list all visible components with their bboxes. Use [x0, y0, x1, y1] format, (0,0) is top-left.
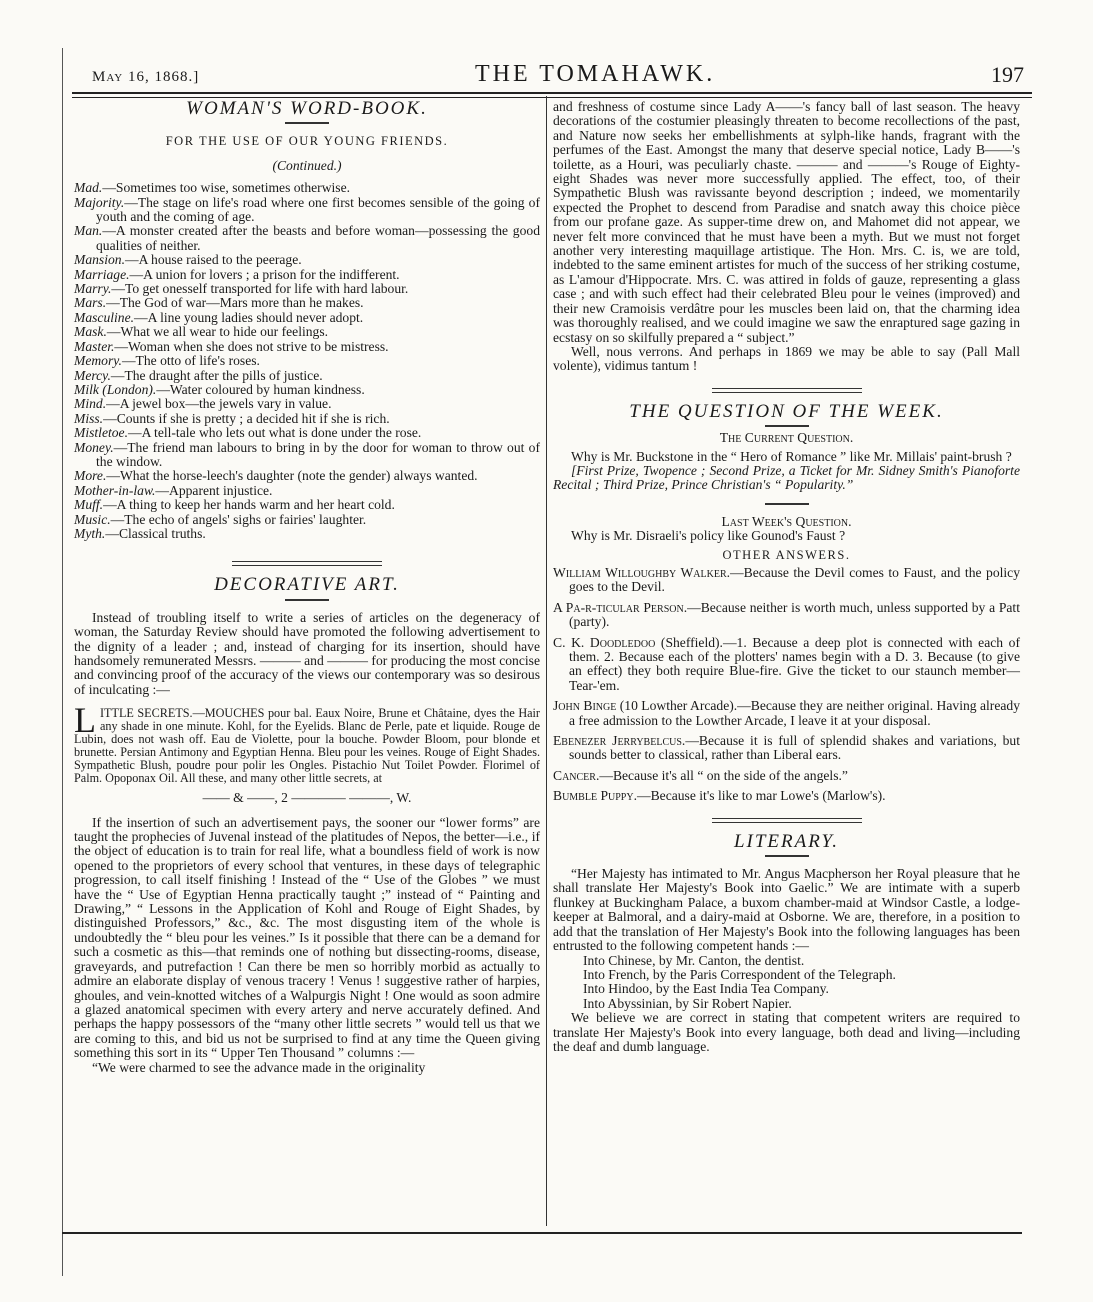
literary-heading: LITERARY. [733, 830, 840, 852]
last-question-text: Why is Mr. Disraeli's policy like Gounod's Faust ? [571, 528, 846, 544]
translation-item: Into French, by the Paris Correspondent of the Telegraph. [583, 966, 896, 982]
continued-note: (Continued.) [272, 157, 342, 173]
other-answers-label: OTHER ANSWERS. [722, 547, 851, 562]
question-heading: THE QUESTION OF THE WEEK. [629, 400, 944, 422]
masthead [72, 58, 1032, 94]
continuation-closing: Well, nous verrons. And perhaps in 1869 we may be able to say (Pall Mall volente), vidimus tantum ! [553, 343, 1020, 374]
right-column [553, 100, 1020, 1054]
wordbook-entry: Mars.—The God of war—Mars more than he makes. [74, 295, 364, 311]
advert-text: ITTLE SECRETS.—MOUCHES pour bal. Eaux Noire, Brune et Châtaine, dyes the Hair any shade in one minute. Kohl, for the Eyelids. Blanc de Perle, pate et liquide. Rouge de Lubin, does not wash off. Eau de Violette, pour la bouche. Powder Bloom, pour blonde et brunette. Persian Antimony and Egyptian Henna. Bleu pour les veines. Rouge of Eight Shades. Sympathetic Blush, poudre pour polir les Ongles. Pistachio Nut Toilet Powder. Florimel of Palm. Opoponax Oil. All these, and many other little secrets, at [74, 706, 540, 786]
wordbook-entry: Music.—The echo of angels' sighs or fairies' laughter. [74, 511, 367, 527]
wordbook-entry: Mother-in-law.—Apparent injustice. [74, 482, 273, 498]
wordbook-entry: Man.—A monster created after the beasts and before woman—possessing the good qualities of neither. [74, 223, 540, 253]
wordbook-entry: Memory.—The otto of life's roses. [74, 353, 260, 369]
prize-list: [First Prize, Twopence ; Second Prize, a Ticket for Mr. Sidney Smith's Pianoforte Recital ; Third Prize, Prince Christian's “ Popularity.” [553, 462, 1020, 493]
short-rule [765, 425, 809, 427]
translation-item: Into Abyssinian, by Sir Robert Napier. [583, 995, 792, 1011]
wordbook-entry: Masculine.—A line young ladies should never adopt. [74, 309, 364, 325]
wordbook-entry: Majority.—The stage on life's road where one first becomes sensible of the going of youth and the coming of age. [74, 194, 540, 225]
issue-date: May 16, 1868.] [92, 69, 200, 85]
answer-item: Cancer.—Because it's all “ on the side of the angels.” [553, 767, 848, 783]
wordbook-entry: Muff.—A thing to keep her hands warm and her heart cold. [74, 497, 395, 513]
literary-intro: “Her Majesty has intimated to Mr. Angus Macpherson her Royal pleasure that he shall translate Her Majesty's Book into Gaelic.” We are intimate with a superb flunkey at Buckingham Palace, a buxom chamber-maid at Windsor Castle, a lodge-keeper at Balmoral, and a dairy-maid at Osborne. We are, therefore, in a position to add that the translation of Her Majesty's Book into the following languages has been entrusted to the following competent hands :— [553, 866, 1020, 954]
answer-item: Bumble Puppy.—Because it's like to mar Lowe's (Marlow's). [553, 788, 886, 804]
current-question-label: The Current Question. [719, 430, 854, 446]
advert-signature: —— & ——, 2 ———— ———, W. [202, 790, 412, 806]
answers-list [553, 566, 1020, 804]
wordbook-heading: WOMAN'S WORD-BOOK. [186, 98, 428, 119]
last-question-label: Last Week's Question. [721, 513, 852, 529]
decorative-intro: Instead of troubling itself to write a series of articles on the degeneracy of woman, the Saturday Review should have promoted the following advertisement to the dignity of a leader ; and, instead of charging for its insertion, should have handsomely remunerated Messrs. ——— and ——— for producing the most concise and convincing proof of the accuracy of the views our contemporary was so desirous of inculcating :— [74, 609, 540, 697]
decorative-art-heading: DECORATIVE ART. [214, 574, 400, 596]
wordbook-entry: Money.—The friend man labours to bring in by the door for woman to throw out of the window. [74, 439, 540, 469]
translation-item: Into Chinese, by Mr. Canton, the dentist. [583, 952, 805, 968]
literary-closing: We believe we are correct in stating that competent writers are required to translate Her Majesty's Book into every language, both dead and living—including the deaf and dumb language. [553, 1010, 1020, 1054]
short-rule [285, 122, 329, 124]
decorative-closing: “We were charmed to see the advance made in the originality [92, 1059, 426, 1075]
wordbook-entry: Mansion.—A house raised to the peerage. [74, 252, 302, 268]
bottom-rule [62, 1232, 1022, 1234]
decorative-body: If the insertion of such an advertisement pays, the sooner our “lower forms” are taught the prophecies of Juvenal instead of the platitudes of Nepos, the better—i.e., if the object of education is to train for real life, what a boundless field of work is now opened to the proprietors of every school that ventures, in these days of telegraphic progression, to call itself finishing ! Instead of the “ Use of the Globes ” we must have the “ Use of Egyptian Henna practically taught ;” instead of “ Painting and Drawing,” “ Lessons in the Application of Kohl and Rouge of Eight Shades, by distinguished Professors,” &c., &c. The most disgusting item of the whole is undoubtedly the “ bleu pour les veines.” Is it possible that there can be a demand for such a cosmetic as this—that reminds one of nothing but dissecting-rooms, disease, graveyards, and putrefaction ! Can there be men so horribly morbid as actually to admire an elaborate display of venous tracery ! Venus ! suggestive rather of harpies, ghoules, and vein-knotted witches of a Walpurgis Night ! One would as soon admire a glazed anatomical specimen with every artery and nerve accurately defined. And perhaps the happy possessors of the “many other little secrets ” would tell us that we are coming to this, and bid us not be surprised to find at any time the Queen giving something this sort in its “ Upper Ten Thousand ” columns :— [74, 814, 540, 1061]
section-rule [232, 561, 382, 566]
wordbook-entry: Mercy.—The draught after the pills of justice. [74, 367, 323, 383]
wordbook-entry: Mistletoe.—A tell-tale who lets out what is done under the rose. [74, 425, 422, 441]
wordbook-entry: Mad.—Sometimes too wise, sometimes otherwise. [74, 180, 351, 196]
section-rule [712, 388, 862, 393]
wordbook-subtitle: FOR THE USE OF OUR YOUNG FRIENDS. [165, 134, 449, 149]
continuation-paragraph: and freshness of costume since Lady A——'s fancy ball of last season. The heavy decorations of the costumier pleasingly threaten to become recollections of the past, and Nature now seeks her embellishments at sylph-like hands, fragrant with the perfumes of the East. Amongst the many that deserve special notice, Lady B——'s toilette, as a Houri, was peculiarly chaste. ——— and ———'s Rouge of Eighty-eight Shades was never more successfully applied. The effect, too, of their Sympathetic Blush was ravissante beyond description ; indeed, we momentarily expected the Prophet to descend from Paradise and snatch away this choice pièce from our profane gaze. As supper-time drew on, and Mahomet did not appear, we never felt more convinced that he must have been a myth. But we must not forget another very interesting maquillage artistique. The Hon. Mrs. C. is, we are told, indebted to the same eminent artistes for much of the success of her striking costume, as L'amour d'Hippocrate. Mrs. C. was attired in folds of gauze, representing a glass case ; and with such effect had their celebrated Bleu pour le veines (improved) and their new Cramoisis verdâtre pour les muscles been laid on, that the charming idea was thoroughly realised, and we could imagine we saw the enraptured sage gazing in ecstasy on so skilfully prepared a “ subject.” [553, 99, 1020, 345]
wordbook-entry: Marry.—To get onesself transported for life with hard labour. [74, 281, 409, 297]
translation-list [553, 954, 1020, 1012]
translation-item: Into Hindoo, by the East India Tea Company. [583, 981, 829, 997]
left-column [74, 100, 540, 1075]
advertisement [74, 700, 540, 786]
short-rule [765, 503, 809, 505]
section-rule [712, 818, 862, 823]
current-question-text: Why is Mr. Buckstone in the “ Hero of Romance ” like Mr. Millais' paint-brush ? [571, 448, 1012, 464]
page-number: 197 [991, 62, 1024, 87]
paper-title: THE TOMAHAWK. [475, 61, 716, 87]
wordbook-entry: Mask.—What we all wear to hide our feelings. [74, 324, 329, 340]
wordbook-entry: More.—What the horse-leech's daughter (note the gender) always wanted. [74, 468, 478, 484]
wordbook-entry: Myth.—Classical truths. [74, 525, 206, 541]
short-rule [765, 855, 809, 857]
wordbook-entry: Mind.—A jewel box—the jewels vary in value. [74, 396, 332, 412]
answer-item: William Willoughby Walker.—Because the Devil comes to Faust, and the policy goes to the Devil. [553, 564, 1021, 595]
wordbook-entry: Master.—Woman when she does not strive to be mistress. [74, 338, 389, 354]
wordbook-entry: Miss.—Counts if she is pretty ; a decided hit if she is rich. [74, 410, 390, 426]
column-divider [546, 96, 547, 1226]
answer-item: Ebenezer Jerrybelcus.—Because it is full of splendid shakes and variations, but sounds better to classical, rather than Liberal ears. [553, 733, 1021, 763]
drop-cap: L [74, 700, 96, 741]
answer-item: A Pa-r-ticular Person.—Because neither is worth much, unless supported by a Patt (party). [553, 599, 1020, 630]
wordbook-entry: Marriage.—A union for lovers ; a prison for the indifferent. [74, 266, 400, 282]
short-rule [285, 599, 329, 601]
answer-item: C. K. Doodledoo (Sheffield).—1. Because a deep plot is connected with each of them. 2. Because each of the plotters' names begin with a D. 3. Because (to give an effect) they both require Blue-fire. Give the ticket to our staunch member—Tear-'em. [553, 634, 1021, 693]
answer-item: John Binge (10 Lowther Arcade).—Because they are neither original. Having already a free admission to the Lowther Arcade, I leave it at your disposal. [553, 698, 1020, 728]
wordbook-entry: Milk (London).—Water coloured by human kindness. [74, 381, 365, 397]
wordbook-entries [74, 181, 540, 541]
